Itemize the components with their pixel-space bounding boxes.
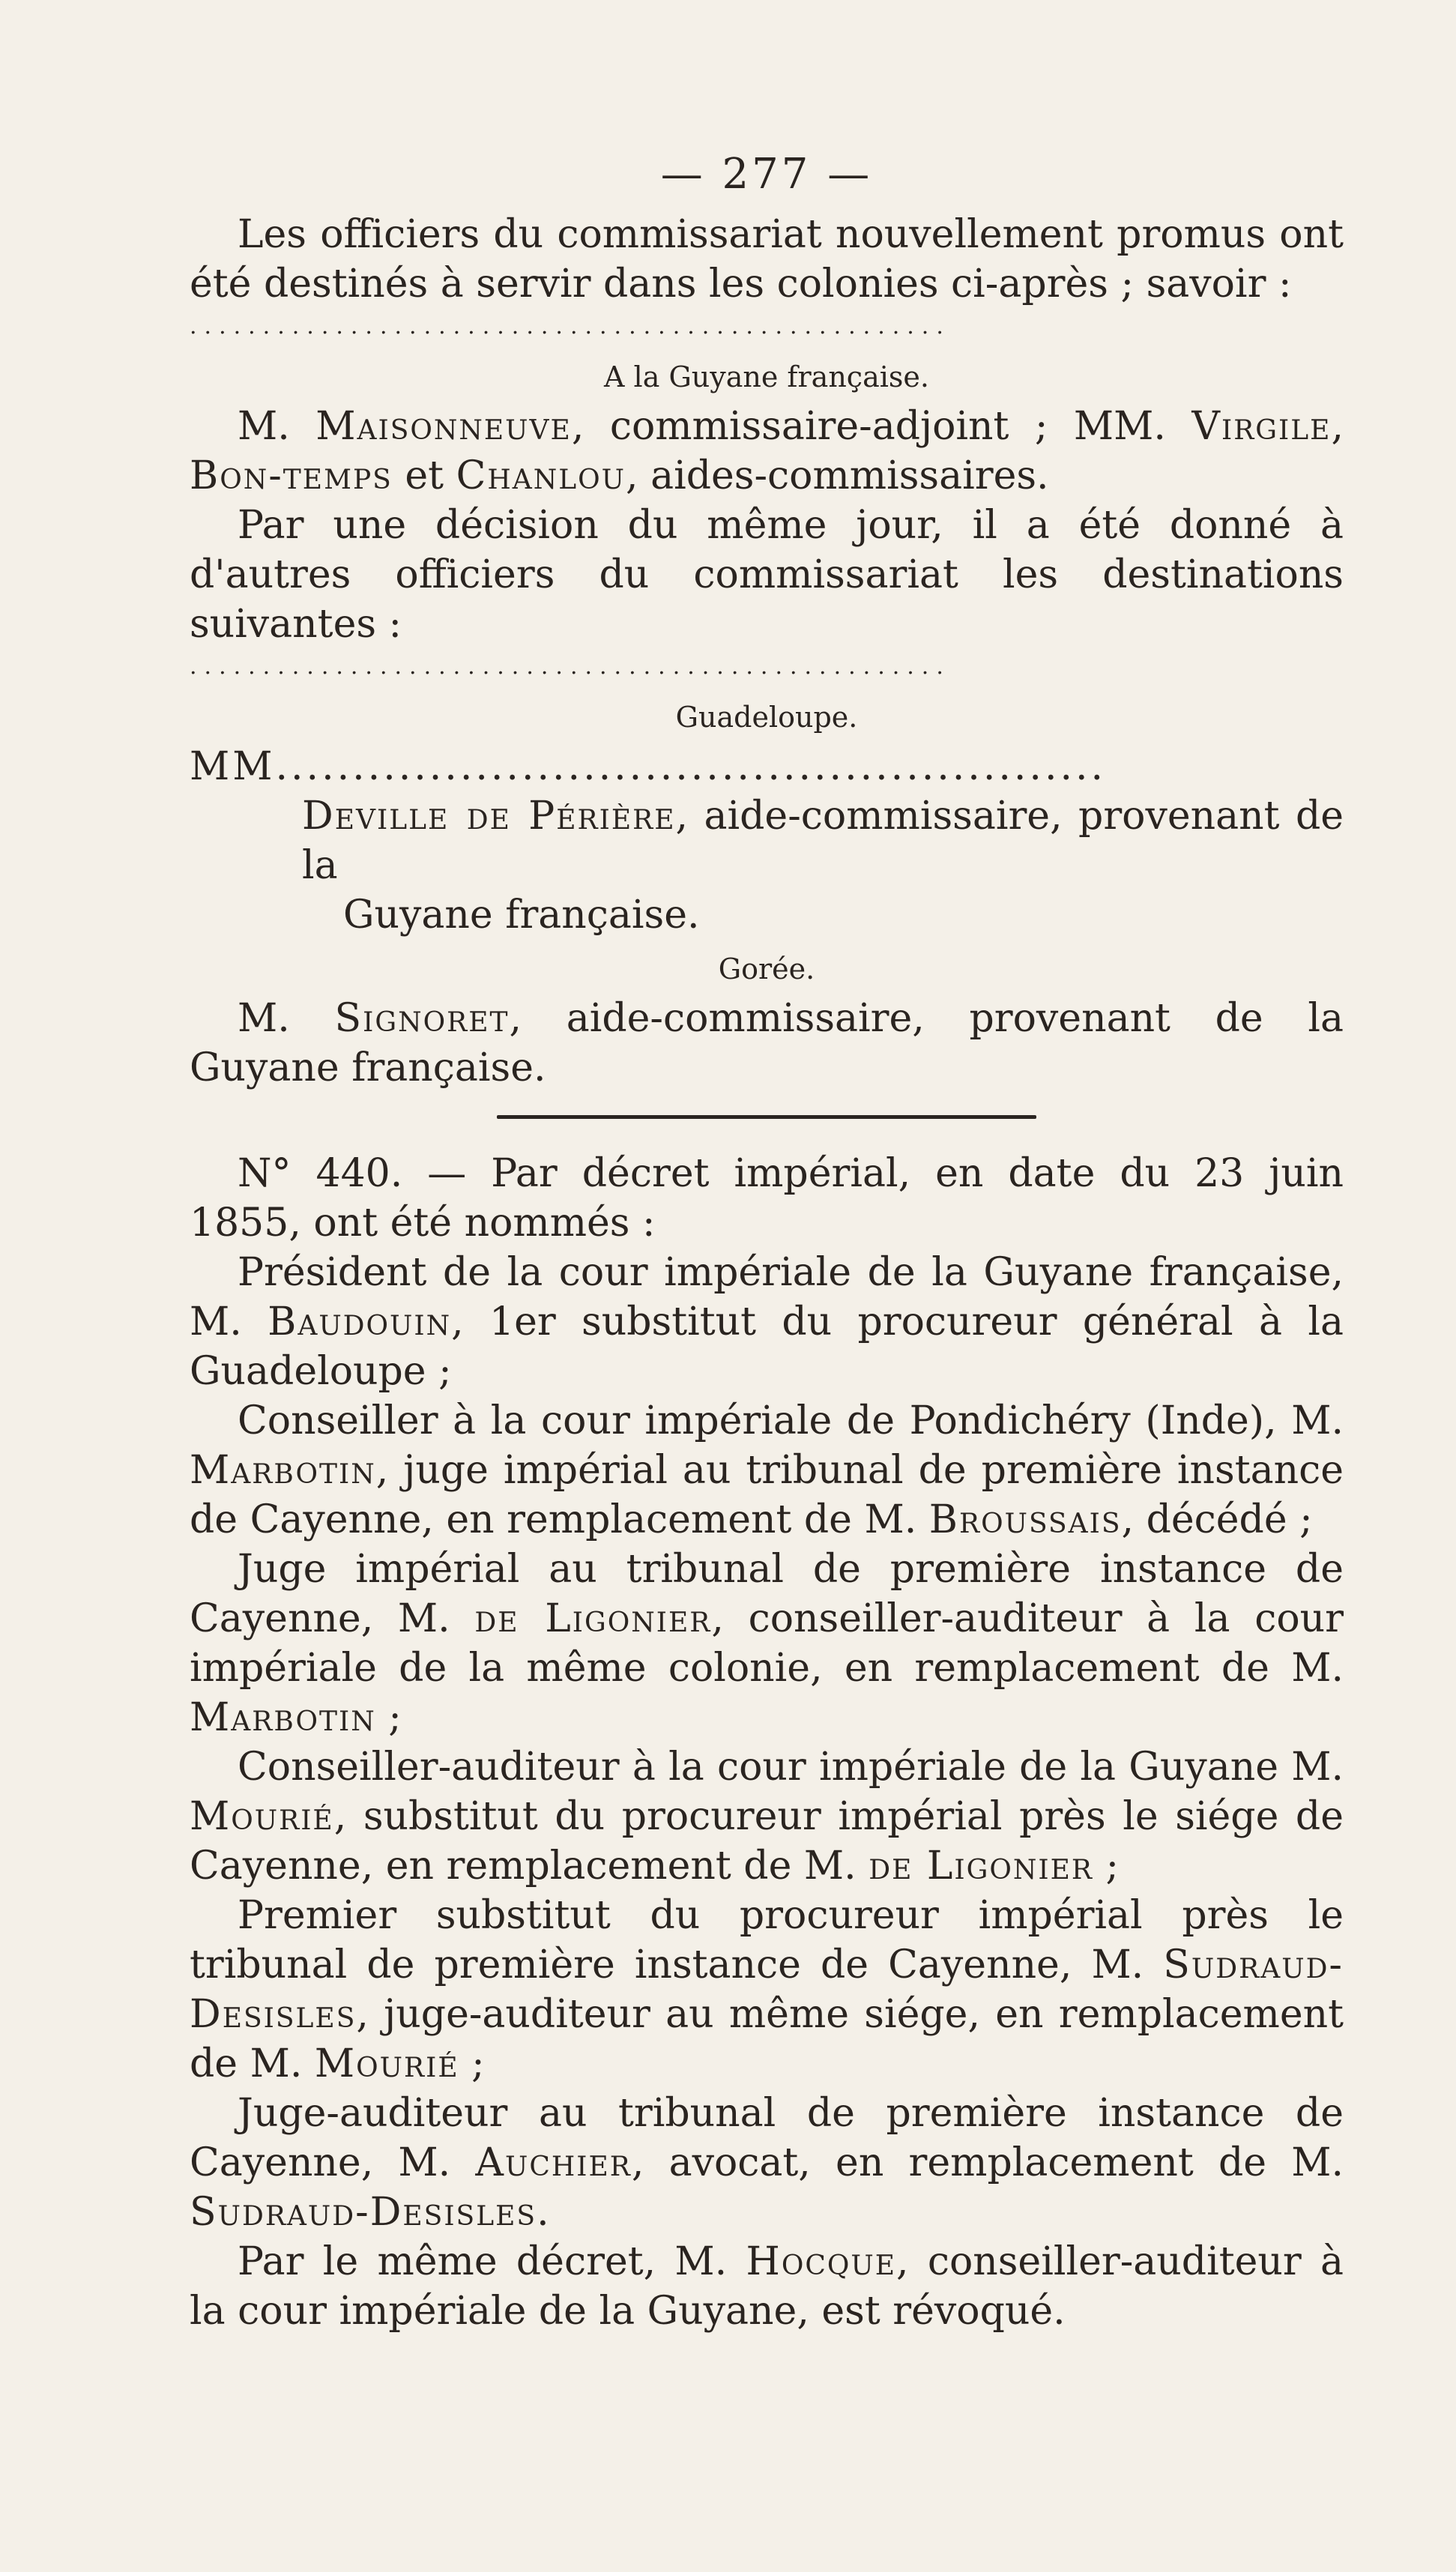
dotted-separator-2: .................................................... — [190, 653, 951, 680]
appointment-text: ; — [1093, 1844, 1120, 1889]
name-deville: Deville de Périère — [302, 794, 676, 839]
guyane-text-2: , aides-commissaires. — [626, 453, 1049, 498]
person-name: Broussais — [928, 1497, 1122, 1542]
person-name: Auchier — [475, 2140, 632, 2185]
appointment-text: Juge impérial au tribunal de première instance de Cayenne, M. — [190, 1547, 1344, 1641]
appointment-text: . — [537, 2190, 549, 2235]
mm-dotted-line: MM...................................................... — [190, 744, 1107, 789]
appointment-text: , conseiller-auditeur à la cour impériale de la même colonie, en remplacement de M. — [190, 1596, 1344, 1691]
guyane-paragraph — [190, 402, 1344, 501]
person-name: Marbotin — [190, 1448, 376, 1493]
dotted-separator: .................................................... — [190, 313, 951, 339]
appointment-1 — [190, 1248, 1344, 1396]
heading-goree: Gorée. — [718, 953, 815, 985]
appointment-text: , juge-auditeur au même siége, en remplacement de M. — [190, 1992, 1344, 2086]
word-et: et — [405, 453, 444, 498]
appointment-text: Premier substitut du procureur impérial près le tribunal de première instance de Cayenne, M. — [190, 1893, 1344, 1987]
appointment-text: Conseiller à la cour impériale de Pondichéry (Inde), M. — [238, 1398, 1344, 1443]
signoret-paragraph — [190, 994, 1344, 1093]
heading-guyane: A la Guyane française. — [604, 360, 929, 393]
horizontal-rule — [497, 1115, 1036, 1119]
appointment-7 — [190, 2237, 1344, 2336]
person-name: Hocque — [746, 2239, 897, 2284]
person-name: Sudraud-Desisles — [190, 1942, 1344, 2037]
appointment-3 — [190, 1545, 1344, 1742]
person-name: Mourié — [190, 1794, 334, 1839]
appointment-text: , décédé ; — [1121, 1497, 1313, 1542]
appointment-text: , conseiller-auditeur à la cour impériale de la Guyane, est révoqué. — [190, 2239, 1344, 2334]
appointment-text: , juge impérial au tribunal de première instance de Cayenne, en remplacement de M. — [190, 1448, 1344, 1542]
intro-paragraph: Les officiers du commissariat nouvellement promus ont été destinés à servir dans les colonies ci-après ; savoir : — [190, 212, 1344, 307]
appointment-text: Par le même décret, M. — [238, 2239, 746, 2284]
name-signoret: Signoret — [334, 996, 510, 1041]
name-maisonneuve: Maisonneuve — [315, 404, 572, 449]
appointment-text: , 1er substitut du procureur général à la Guadeloupe ; — [190, 1299, 1344, 1394]
decree-paragraph — [190, 1149, 1344, 1248]
person-name: Marbotin — [190, 1695, 376, 1740]
person-name: Sudraud-Desisles — [190, 2190, 537, 2235]
page-number: — 277 — — [660, 150, 873, 199]
decision-paragraph: Par une décision du même jour, il a été donné à d'autres officiers du commissariat les destinations suivantes : — [190, 503, 1344, 647]
appointment-text: Juge-auditeur au tribunal de première instance de Cayenne, M. — [190, 2091, 1344, 2185]
appointment-text: Président de la cour impériale de la Guyane française, M. — [190, 1250, 1344, 1344]
person-name: de Ligonier — [869, 1844, 1094, 1889]
appointment-5 — [190, 1891, 1344, 2089]
name-bontemps: Bon-temps — [190, 453, 393, 498]
m-abbrev: M. — [238, 404, 290, 449]
guyane-text-1: , commissaire-adjoint ; MM. — [571, 404, 1166, 449]
heading-guadeloupe: Guadeloupe. — [675, 701, 858, 734]
person-name: Mourié — [314, 2041, 459, 2086]
appointment-text: ; — [375, 1695, 402, 1740]
deville-entry — [302, 791, 1344, 890]
signoret-rest: , aide-commissaire, provenant de la Guyane française. — [190, 996, 1344, 1090]
appointment-2 — [190, 1396, 1344, 1545]
appointment-text: , avocat, en remplacement de M. — [631, 2140, 1344, 2185]
deville-rest: , aide-commissaire, provenant de la — [302, 794, 1344, 888]
name-virgile: Virgile — [1191, 404, 1332, 449]
deville-line-2: Guyane française. — [343, 893, 700, 938]
person-name: Baudouin — [268, 1299, 452, 1344]
page-body — [190, 150, 1344, 2336]
decree-text: — Par décret impérial, en date du 23 juin 1855, ont été nommés : — [190, 1151, 1344, 1246]
name-chanlou: Chanlou — [456, 453, 626, 498]
appointment-6 — [190, 2089, 1344, 2237]
decree-number: N° 440. — [238, 1151, 403, 1196]
comma: , — [1331, 404, 1344, 449]
appointment-text: Conseiller-auditeur à la cour impériale de la Guyane M. — [238, 1745, 1344, 1790]
appointment-text: ; — [459, 2041, 485, 2086]
person-name: de Ligonier — [474, 1596, 712, 1641]
appointment-text: , substitut du procureur impérial près le siége de Cayenne, en remplacement de M. — [190, 1794, 1344, 1889]
m-abbrev-2: M. — [238, 996, 290, 1041]
appointment-4 — [190, 1742, 1344, 1891]
